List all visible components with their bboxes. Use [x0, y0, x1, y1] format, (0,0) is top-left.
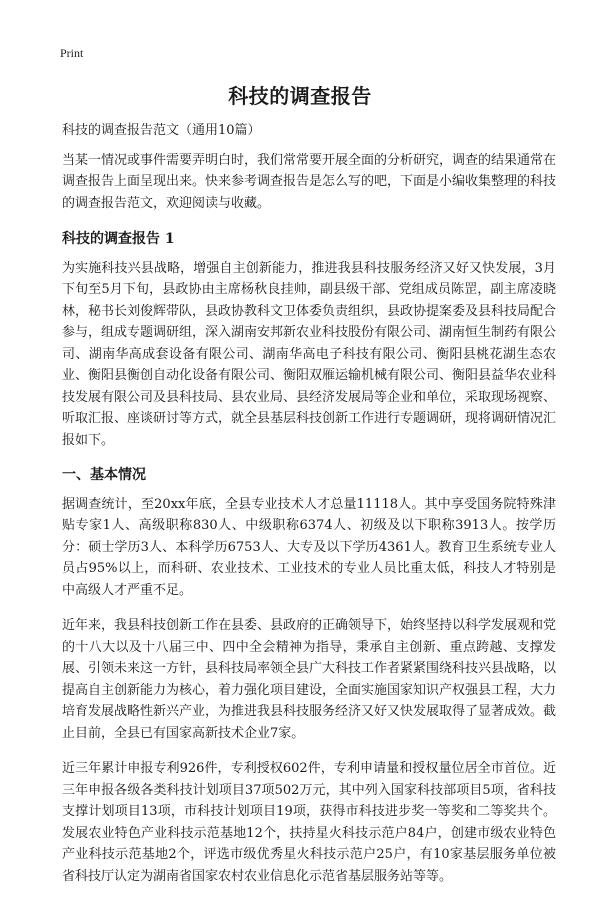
section-paragraph: 据调查统计，至20xx年底，全县专业技术人才总量11118人。其中享受国务院特殊津贴专家1人、高级职称830人、中级职称6374人、初级及以下职称3913人。按学历分：硕士学历3人、本科学历6753人、大专及以下学历4361人。教育卫生系统专业人员占95%以上，而科研、农业技术、工业技术的专业人员比重太低，科技人才特别是中高级人才严重不足。: [62, 496, 556, 598]
report-heading: 科技的调查报告 1: [62, 231, 175, 247]
section-paragraph: 近三年累计申报专利926件，专利授权602件，专利申请量和授权量位居全市首位。近三年申报各级各类科技计划项目37项502万元，其中列入国家科技部项目5项，省科技支撑计划项目13项，市科技计划项目19项，获得市科技进步奖一等奖和二等奖共个。发展农业特色产业科技示范基地12个，扶持星火科技示范户84户，创建市级农业特色产业科技示范基地2个，评选市级优秀星火科技示范户25户，有10家基层服务单位被省科技厅认定为湖南省国家农村农业信息化示范省基层服务站等等。: [62, 761, 556, 884]
page-title: 科技的调查报告: [228, 84, 372, 108]
section-heading-basic: 一、基本情况: [62, 467, 146, 483]
section-paragraph: 近年来，我县科技创新工作在县委、县政府的正确领导下，始终坚持以科学发展观和党的十八大以及十八届三中、四中全会精神为指导，秉承自主创新、重点跨越、支撑发展、引领未来这一方针，县科技局率领全县广大科技工作者紧紧围绕科技兴县战略，以提高自主创新能力为核心，着力强化项目建设，全面实施国家知识产权强县工程，大力培育发展战略性新兴产业，为推进我县科技服务经济又好又快发展取得了显著成效。截止目前，全县已有国家高新技术企业7家。: [62, 618, 557, 741]
intro-paragraph: 当某一情况或事件需要弄明白时，我们常常要开展全面的分析研究，调查的结果通常在调查报告上面呈现出来。快来参考调查报告是怎么写的吧，下面是小编收集整理的科技的调查报告范文，欢迎阅读与收藏。: [62, 152, 557, 211]
document-body: [62, 120, 556, 901]
report-intro-paragraph: 为实施科技兴县战略，增强自主创新能力，推进我县科技服务经济又好又快发展，3月下旬至5月下旬，县政协由主席杨秋良挂帅，副县级干部、党组成员陈罡，副主席凌晓林，秘书长刘俊辉带队，县政协教科文卫体委负责组织，县政协提案委及县科技局配合参与，组成专题调研组，深入湖南安邦新农业科技股份有限公司、湖南恒生制药有限公司、湖南华高成套设备有限公司、湖南华高电子科技有限公司、衡阳县桃花湖生态农业、衡阳县衡创自动化设备有限公司、衡阳双雁运输机械有限公司、衡阳县益华农业科技发展有限公司及县科技局、县农业局、县经济发展局等企业和单位，采取现场视察、听取汇报、座谈研讨等方式，就全县基层科技创新工作进行专题调研，现将调研情况汇报如下。: [62, 260, 557, 448]
print-link[interactable]: Print: [60, 46, 84, 60]
document-subtitle: 科技的调查报告范文（通用10篇）: [62, 123, 261, 138]
